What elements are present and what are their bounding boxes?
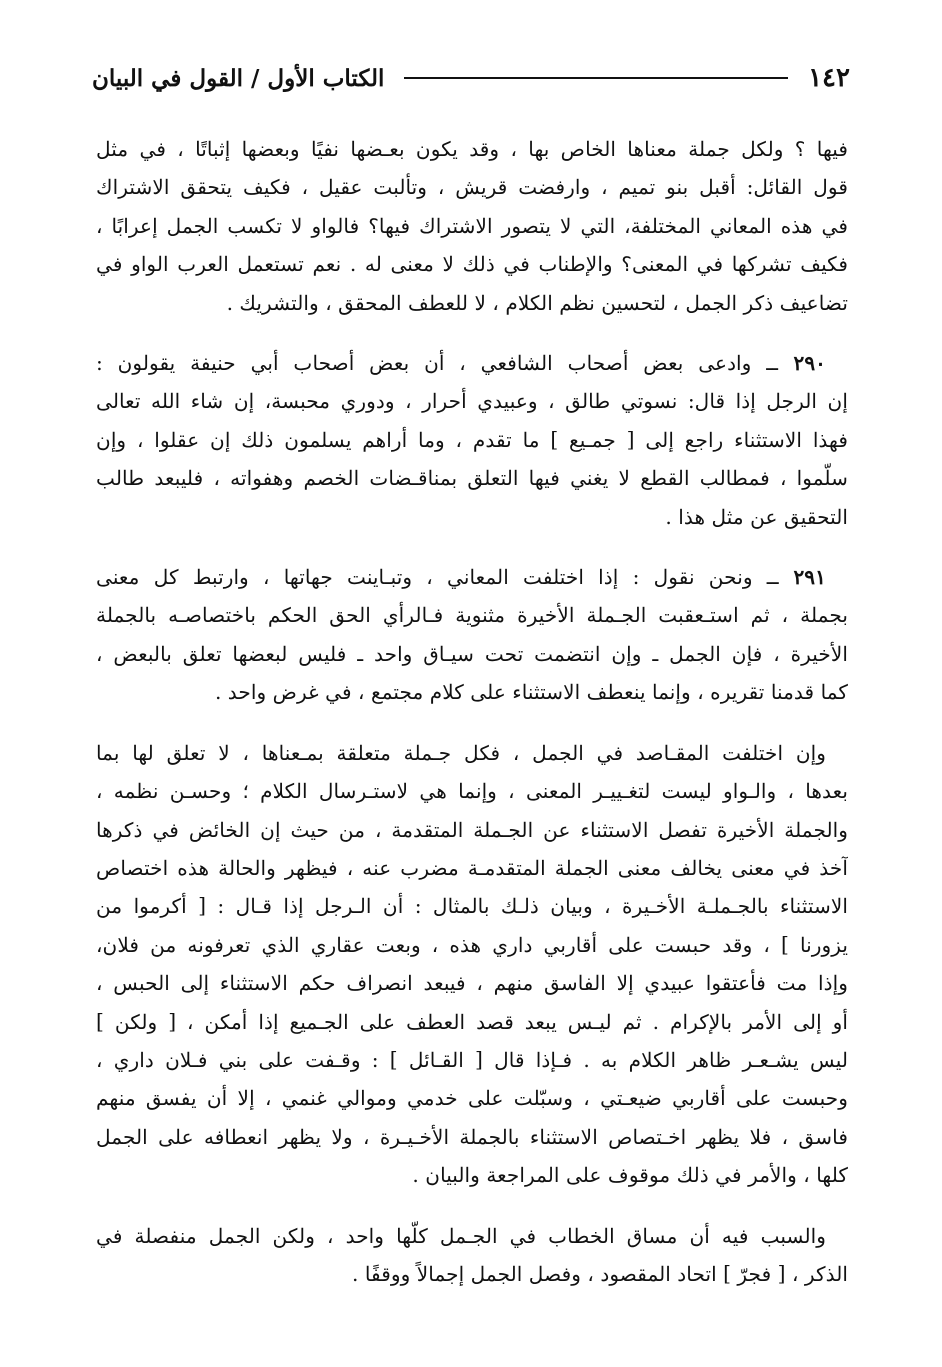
line-text: كلها ، والأمر في ذلك موقوف على المراجعة والبيان . bbox=[412, 1163, 848, 1188]
paragraph bbox=[96, 1217, 848, 1294]
text-line bbox=[96, 734, 848, 772]
running-title: الكتاب الأول / القول في البيان bbox=[92, 64, 385, 92]
line-text: فهذا الاستثناء راجع إلى [ جمـيع ] ما تقدم ، وما أراهم يسلمون ذلك إن عقلوا ، وإن bbox=[96, 427, 848, 452]
line-text: أو إلى الأمر بالإكرام . ثم ليـس يبعد قصد العطف على الجـميع إذا أمكن ، [ ولكن ] bbox=[96, 1009, 848, 1034]
text-line bbox=[96, 1217, 848, 1255]
text-line bbox=[96, 596, 848, 634]
line-text: ــ وادعى بعض أصحاب الشافعي ، أن بعض أصحاب أبي حنيفة يقولون : bbox=[96, 351, 779, 376]
paragraph bbox=[96, 344, 848, 536]
line-text: التحقيق عن مثل هذا . bbox=[665, 504, 848, 529]
line-text: الأخيرة ، فإن الجمل ـ وإن انتضمت تحت سيـاق واحد ـ فليس لبعضها تعلق بالبعض ، bbox=[96, 641, 848, 666]
line-text: فاسق ، فلا يظهر اخـتصاص الاستثناء بالجملة الأخـيـرة ، ولا يظهر انعطافه على الجمل bbox=[96, 1124, 848, 1149]
line-text: ــ ونحن نقول : إذا اختلفت المعاني ، وتبـاينت جهاتها ، وارتبط كل معنى bbox=[96, 565, 779, 590]
text-line bbox=[96, 811, 848, 849]
line-text: بعدها ، والـواو ليست لتغـييـر المعنى ، وإنما هي لاستـرسال الكلام ؛ وحسـن نظمه ، bbox=[96, 779, 848, 804]
line-text: آخذ في معنى يخالف معنى الجملة المتقدمـة مضرب عنه ، فيظهر والحالة هذه اختصاص bbox=[96, 855, 848, 880]
line-text: ليس يشـعـر ظاهر الكلام به . فـإذا قال [ القـائل ] : وقـفت على بني فـلان داري ، bbox=[96, 1047, 848, 1072]
paragraph bbox=[96, 734, 848, 1195]
paragraph-number: ٢٩١ bbox=[778, 565, 826, 590]
text-line bbox=[96, 498, 848, 536]
text-line bbox=[96, 130, 848, 168]
text-line bbox=[96, 1041, 848, 1079]
line-text: تضاعيف ذكر الجمل ، لتحسين نظم الكلام ، لا للعطف المحقق ، والتشريك . bbox=[226, 290, 848, 315]
text-line bbox=[96, 1079, 848, 1117]
text-line bbox=[96, 1156, 848, 1194]
text-line bbox=[96, 926, 848, 964]
paragraph-number: ٢٩٠ bbox=[778, 351, 827, 376]
line-text: سلّموا ، فمطالب القطع لا يغني فيها التعلق بمناقـضات الخصم وهفواته ، فليبعد طالب bbox=[96, 466, 848, 491]
text-line bbox=[96, 421, 848, 459]
text-line bbox=[96, 772, 848, 810]
text-line bbox=[96, 459, 848, 497]
body-text bbox=[96, 130, 848, 1355]
text-line bbox=[96, 382, 848, 420]
header-rule bbox=[404, 77, 788, 79]
page-number: ١٤٢ bbox=[808, 63, 850, 93]
line-text: كما قدمنا تقريره ، وإنما ينعطف الاستثناء على كلام مجتمع ، في غرض واحد . bbox=[214, 680, 848, 705]
line-text: الذكر ، [ فجرّ ] اتحاد المقصود ، وفصل الجمل إجمالاً ووقفًا . bbox=[352, 1261, 848, 1286]
text-line bbox=[96, 168, 848, 206]
text-line bbox=[96, 887, 848, 925]
line-text: إن الرجل إذا قال: نسوتي طالق ، وعبيدي أحرار ، ودوري محبسة، إن شاء الله تعالى bbox=[96, 389, 848, 414]
line-text: الاستثناء بالجـملـة الأخـيرة ، وبيان ذلـك بالمثال : أن الـرجل إذا قـال : [ أكرموا من bbox=[96, 894, 848, 919]
text-line bbox=[96, 245, 848, 283]
paragraph bbox=[96, 558, 848, 712]
text-line bbox=[96, 1003, 848, 1041]
text-line bbox=[96, 1118, 848, 1156]
line-text: وإن اختلفت المقـاصد في الجمل ، فكل جـملة متعلقة بمـعناها ، لا تعلق لها بما bbox=[96, 740, 826, 765]
line-text: فكيف تشركها في المعنى؟ والإطناب في ذلك لا معنى له . نعم تستعمل العرب الواو في bbox=[96, 252, 848, 277]
text-line bbox=[96, 558, 848, 596]
text-line bbox=[96, 635, 848, 673]
text-line bbox=[96, 1255, 848, 1293]
line-text: في هذه المعاني المختلفة، التي لا يتصور الاشتراك فيها؟ فالواو لا تكسب الجمل إعرابًا ، bbox=[96, 213, 848, 238]
line-text: وحبست على أقاربي ضيعـتي ، وسبّلت على خدمي وموالي غنمي ، إلا أن يفسق منهم bbox=[96, 1086, 848, 1111]
line-text: بجملة ، ثم استـعقبت الجـملة الأخيرة مثنوية فـالرأي الحق الحكم باختصاصـه بالجملة bbox=[96, 603, 848, 628]
line-text: يزورنا ] ، وقد حبست على أقاربي داري هذه ، وبعت عقاري الذي تعرفونه من فلان، bbox=[96, 932, 848, 957]
page-header bbox=[92, 52, 850, 104]
line-text: والجملة الأخيرة تفصل الاستثناء عن الجـملة المتقدمة ، من حيث إن الخائض في ذكرها bbox=[96, 817, 848, 842]
paragraph bbox=[96, 130, 848, 322]
line-text: والسبب فيه أن مساق الخطاب في الجـمل كلّها واحد ، ولكن الجمل منفصلة في bbox=[96, 1223, 826, 1248]
text-line bbox=[96, 344, 848, 382]
text-line bbox=[96, 849, 848, 887]
text-line bbox=[96, 964, 848, 1002]
line-text: وإذا مت فأعتقوا عبيدي إلا الفاسق منهم ، فيبعد انصراف حكم الاستثناء إلى الحبس ، bbox=[96, 971, 848, 996]
line-text: فيها ؟ ولكل جملة معناها الخاص بها ، وقد يكون بعـضها نفيًا وبعضها إثباتًا ، في مثل bbox=[96, 137, 848, 161]
text-line bbox=[96, 673, 848, 711]
text-line bbox=[96, 207, 848, 245]
text-line bbox=[96, 284, 848, 322]
line-text: قول القائل: أقبل بنو تميم ، وارفضت قريش ، وتألبت عقيل ، فكيف يتحقق الاشتراك bbox=[96, 175, 848, 200]
